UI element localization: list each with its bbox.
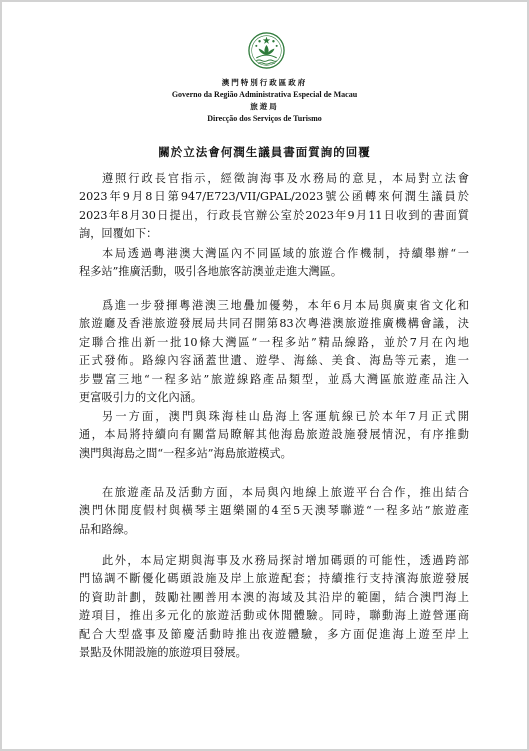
government-name-pt: Governo da Região Administrativa Especial de Macau (171, 90, 358, 99)
paragraph-line: 正式發佈。路線內容涵蓋世遺、遊學、海絲、美食、海島等元素，進一 (79, 354, 469, 368)
paragraph-line: 旅遊廳及香港旅遊發展局共同召開第83次粵港澳旅遊推廣機構會議，決 (79, 317, 469, 331)
paragraph-line: 此外，本局定期與海事及水務局探討增加碼頭的可能性，透過跨部 (102, 554, 469, 567)
bureau-name-pt: Direcção dos Serviços de Turismo (207, 114, 322, 123)
paragraph (79, 245, 469, 282)
paragraph-line: 澳門休閒度假村與橫琴主題樂園的4至5天澳琴聯遊“一程多站”旅遊產 (79, 504, 469, 518)
paragraph (79, 408, 469, 463)
paragraph (79, 552, 469, 662)
paragraph (79, 484, 469, 539)
paragraph-line: 爲進一步發揮粵港澳三地疊加優勢，本年6月本局與廣東省文化和 (102, 299, 469, 312)
paragraph-line: 程多站”推廣活動，吸引各地旅客訪澳並走進大灣區。 (79, 265, 343, 279)
paragraph-line: 遊項目，推出多元化的旅遊活動或休閒體驗。同時，聯動海上遊營運商 (79, 609, 469, 623)
paragraph-line: 澳門與海島之間“一程多站”海島旅遊模式。 (79, 446, 292, 460)
paragraph-line: 景點及休閒設施的旅遊項目發展。 (79, 645, 247, 659)
paragraph-line: 另一方面，澳門與珠海桂山島海上客運航線已於本年7月正式開 (102, 410, 469, 423)
paragraph (79, 170, 469, 244)
macau-sar-emblem-icon (248, 32, 285, 69)
paragraph-line: 本局透過粵港澳大灣區內不同區域的旅遊合作機制，持續舉辦“一 (102, 247, 469, 260)
paragraph-line: 2023年9月8日第947/E723/VII/GPAL/2023號公函轉來何潤生議員於 (79, 190, 469, 204)
paragraph-line: 的資助計劃，鼓勵社團善用本澳的海域及其沿岸的範圍，結合澳門海上 (79, 590, 469, 604)
paragraph-line: 定聯合推出新一批10條大灣區“一程多站”精品線路，並於7月在內地 (79, 335, 469, 349)
paragraph-line: 步豐富三地“一程多站”旅遊線路產品類型，並爲大灣區旅遊產品注入 (79, 372, 469, 386)
bureau-name-zh: 旅遊局 (250, 102, 279, 111)
document-title: 關於立法會何潤生議員書面質詢的回覆 (158, 145, 371, 159)
paragraph-line: 遵照行政長官指示，經徵詢海事及水務局的意見，本局對立法會 (102, 172, 469, 185)
paragraph-line: 在旅遊產品及活動方面，本局與內地線上旅遊平台合作，推出結合 (102, 486, 469, 499)
paragraph-line: 門協調不斷優化碼頭設施及岸上旅遊配套；持續推行支持濱海旅遊發展 (79, 572, 469, 586)
paragraph-line: 詢，回覆如下： (79, 227, 158, 241)
paragraph-line: 更富吸引力的文化內涵。 (79, 390, 203, 404)
government-name-zh: 澳門特別行政區政府 (221, 78, 308, 87)
paragraph-line: 配合大型盛事及節慶活動時推出夜遊體驗，多方面促進海上遊至岸上 (79, 627, 469, 641)
paragraph-line: 通，本局將持續向有關當局瞭解其他海島旅遊設施發展情況，有序推動 (79, 428, 469, 442)
paragraph (79, 297, 469, 407)
paragraph-line: 2023年8月30日提出，行政長官辦公室於2023年9月11日收到的書面質 (79, 208, 469, 222)
paragraph-line: 品和路線。 (79, 522, 135, 536)
document-page (2, 2, 527, 749)
